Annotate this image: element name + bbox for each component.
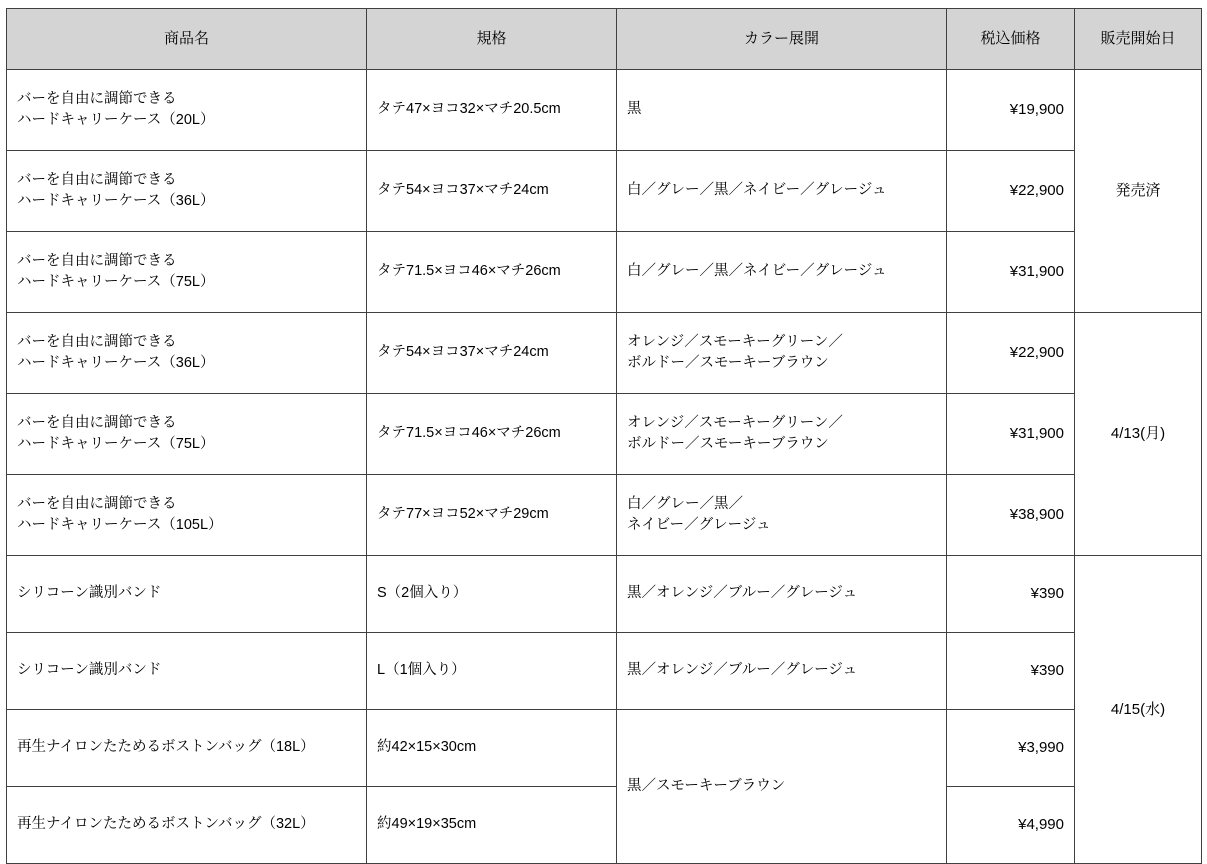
cell-product-name — [7, 394, 367, 475]
cell-product-name — [7, 710, 367, 787]
cell-spec: 約42×15×30cm — [367, 710, 617, 787]
table-row — [7, 394, 1202, 475]
color-line-1: オレンジ／スモーキーグリーン／ — [627, 333, 843, 350]
cell-product-name — [7, 70, 367, 151]
product-name-line-2: ハードキャリーケース（36L） — [17, 355, 215, 371]
cell-price: ¥22,900 — [947, 151, 1075, 232]
color-line-1: 黒／オレンジ／ブルー／グレージュ — [627, 585, 858, 602]
cell-release-date-group2: 4/13(月) — [1075, 313, 1202, 556]
cell-spec: タテ54×ヨコ37×マチ24cm — [367, 313, 617, 394]
color-line-1: 黒／オレンジ／ブルー／グレージュ — [627, 662, 858, 679]
cell-spec: タテ71.5×ヨコ46×マチ26cm — [367, 394, 617, 475]
color-line-1: 黒 — [627, 101, 642, 118]
cell-product-name — [7, 313, 367, 394]
cell-product-name — [7, 232, 367, 313]
cell-product-name — [7, 556, 367, 633]
cell-color — [617, 232, 947, 313]
product-name-line-1: 再生ナイロンたためるボストンバッグ（18L） — [17, 739, 315, 756]
product-name-line-1: バーを自由に調節できる — [17, 90, 177, 107]
table-row — [7, 556, 1202, 633]
cell-color — [617, 475, 947, 556]
cell-spec: タテ54×ヨコ37×マチ24cm — [367, 151, 617, 232]
cell-color — [617, 556, 947, 633]
column-header-spec: 規格 — [367, 9, 617, 70]
cell-price: ¥390 — [947, 556, 1075, 633]
cell-price: ¥3,990 — [947, 710, 1075, 787]
color-line-2: ネイビー／グレージュ — [627, 517, 771, 533]
table-row — [7, 475, 1202, 556]
product-name-line-1: シリコーン識別バンド — [17, 662, 162, 679]
cell-color-merged: 黒／スモーキーブラウン — [617, 710, 947, 864]
table-row — [7, 70, 1202, 151]
product-name-line-2: ハードキャリーケース（20L） — [17, 112, 215, 128]
table-header — [7, 9, 1202, 70]
table-body — [7, 70, 1202, 864]
product-name-line-1: バーを自由に調節できる — [17, 252, 177, 269]
table-header-row — [7, 9, 1202, 70]
product-name-line-1: シリコーン識別バンド — [17, 585, 162, 602]
cell-price: ¥31,900 — [947, 232, 1075, 313]
product-name-line-1: バーを自由に調節できる — [17, 333, 177, 350]
cell-spec: タテ71.5×ヨコ46×マチ26cm — [367, 232, 617, 313]
product-name-line-1: バーを自由に調節できる — [17, 414, 177, 431]
cell-color — [617, 313, 947, 394]
cell-release-date-group1: 発売済 — [1075, 70, 1202, 313]
column-header-release-date: 販売開始日 — [1075, 9, 1202, 70]
table-row — [7, 232, 1202, 313]
cell-price: ¥19,900 — [947, 70, 1075, 151]
product-name-line-1: バーを自由に調節できる — [17, 495, 177, 512]
cell-color — [617, 633, 947, 710]
product-table — [6, 8, 1202, 864]
cell-spec: L（1個入り） — [367, 633, 617, 710]
cell-price: ¥390 — [947, 633, 1075, 710]
product-name-line-1: バーを自由に調節できる — [17, 171, 177, 188]
color-line-1: 白／グレー／黒／ — [627, 495, 743, 512]
color-line-1: 白／グレー／黒／ネイビー／グレージュ — [627, 182, 887, 199]
cell-price: ¥4,990 — [947, 787, 1075, 864]
cell-price: ¥38,900 — [947, 475, 1075, 556]
cell-color — [617, 151, 947, 232]
column-header-color: カラー展開 — [617, 9, 947, 70]
cell-product-name — [7, 787, 367, 864]
column-header-price: 税込価格 — [947, 9, 1075, 70]
cell-spec: タテ47×ヨコ32×マチ20.5cm — [367, 70, 617, 151]
product-name-line-2: ハードキャリーケース（105L） — [17, 517, 223, 533]
product-name-line-2: ハードキャリーケース（36L） — [17, 193, 215, 209]
color-line-2: ボルドー／スモーキーブラウン — [627, 355, 829, 371]
product-name-line-2: ハードキャリーケース（75L） — [17, 274, 215, 290]
color-line-1: 白／グレー／黒／ネイビー／グレージュ — [627, 263, 887, 280]
cell-color — [617, 70, 947, 151]
cell-price: ¥22,900 — [947, 313, 1075, 394]
product-name-line-2: ハードキャリーケース（75L） — [17, 436, 215, 452]
table-row — [7, 313, 1202, 394]
cell-product-name — [7, 151, 367, 232]
table-row — [7, 787, 1202, 864]
color-line-2: ボルドー／スモーキーブラウン — [627, 436, 829, 452]
cell-color — [617, 394, 947, 475]
color-line-1: オレンジ／スモーキーグリーン／ — [627, 414, 843, 431]
cell-product-name — [7, 633, 367, 710]
cell-product-name — [7, 475, 367, 556]
cell-spec: S（2個入り） — [367, 556, 617, 633]
cell-release-date-group3: 4/15(水) — [1075, 556, 1202, 864]
table-row — [7, 710, 1202, 787]
cell-price: ¥31,900 — [947, 394, 1075, 475]
column-header-product-name: 商品名 — [7, 9, 367, 70]
cell-spec: タテ77×ヨコ52×マチ29cm — [367, 475, 617, 556]
table-row — [7, 633, 1202, 710]
product-name-line-1: 再生ナイロンたためるボストンバッグ（32L） — [17, 816, 315, 833]
cell-spec: 約49×19×35cm — [367, 787, 617, 864]
table-row — [7, 151, 1202, 232]
